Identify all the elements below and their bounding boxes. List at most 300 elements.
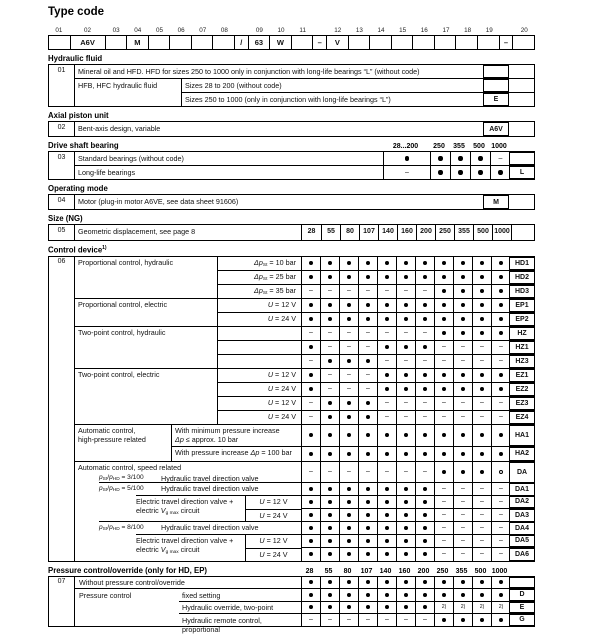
availability-cell [491,369,510,382]
availability-cell [434,327,453,340]
availability-cell [339,257,358,270]
availability-cell [453,589,472,601]
code-box: HA1 [509,425,535,446]
availability-cell [472,535,491,548]
available-dot-icon [499,331,503,335]
availability-cell [320,496,339,509]
available-dot-icon [423,552,427,556]
not-available-dash: – [309,287,313,295]
available-dot-icon [478,170,482,174]
availability-cell [415,447,434,461]
size-grid [301,224,512,241]
row-EZ1 [217,369,534,382]
size-column-header: 1000 [491,143,507,150]
available-dot-icon [423,526,427,530]
page-content [48,0,535,634]
type-code-cell: – [313,36,327,49]
footnote-2-marker: 2) [498,604,504,611]
position-label: 03 [112,27,120,34]
control-group-da [75,461,534,561]
availability-cell [491,383,510,396]
available-dot-icon [480,275,484,279]
row-without-pressure-control [75,577,534,589]
availability-cell [415,548,434,561]
available-dot-icon [461,373,465,377]
availability-cell [301,411,320,424]
row-DA5-DA6 [75,535,534,561]
size-column-header: 355 [455,567,468,575]
availability-cell [472,577,491,589]
description-cell: Hydraulic travel direction valve [161,484,259,494]
availability-cell [320,425,339,446]
size-ng-heading [48,214,535,223]
not-available-dash: – [480,485,484,493]
availability-cell [339,411,358,424]
position-label: 18 [464,27,472,34]
not-available-dash: – [423,287,427,295]
code-box: DA4 [509,522,535,535]
control-group [75,257,534,298]
available-dot-icon [366,552,370,556]
availability-cell [491,496,510,509]
availability-cell [415,299,434,312]
not-available-dash: – [442,550,446,558]
available-dot-icon [458,156,462,160]
availability-cell [301,397,320,410]
not-available-dash: – [499,413,503,421]
section-title: Axial piston unit [48,111,109,120]
availability-cell [434,271,453,284]
available-dot-icon [309,500,313,504]
availability-cell [434,589,453,601]
availability-cell [339,327,358,340]
availability-cell [472,341,491,354]
available-dot-icon [442,470,446,474]
availability-cell [358,535,377,548]
type-code-cell: W [270,36,292,49]
availability-cell [377,341,396,354]
operating-mode-table [48,194,535,210]
available-dot-icon [405,156,409,160]
code-box: A6V [483,122,509,136]
availability-cell [377,327,396,340]
available-dot-icon [385,526,389,530]
availability-cell [415,577,434,589]
availability-cell [358,496,377,509]
availability-cell [396,383,415,396]
availability-cell [453,411,472,424]
not-available-dash: – [366,287,370,295]
value-cell: $\Delta p_{St} = 35$ bar [217,285,301,298]
row-number: 01 [49,65,75,106]
available-dot-icon [385,261,389,265]
availability-cell [434,285,453,298]
availability-cell [434,313,453,326]
position-labels-row [48,27,535,34]
code-box [509,152,535,165]
not-available-dash: – [328,385,332,393]
not-available-dash: – [385,357,389,365]
availability-cell [396,257,415,270]
available-dot-icon [328,593,332,597]
availability-cell [320,271,339,284]
availability-cell [339,496,358,509]
availability-cell [339,285,358,298]
size-column-header: 500 [473,143,485,150]
availability-cell [358,548,377,561]
not-available-dash: – [347,287,351,295]
available-dot-icon [499,373,503,377]
control-group [75,298,534,326]
availability-cell [377,299,396,312]
availability-cell [383,166,430,179]
availability-cell [430,152,450,165]
availability-cell [320,327,339,340]
available-dot-icon [347,513,351,517]
section-title: Control device$^{1)}$ [48,245,107,255]
availability-cell [491,535,510,548]
availability-cell [396,411,415,424]
not-available-dash: – [405,168,409,176]
availability-cell [472,447,491,461]
available-dot-icon [423,387,427,391]
available-dot-icon [404,526,408,530]
availability-cell [339,397,358,410]
availability-cell [453,313,472,326]
available-dot-icon [442,331,446,335]
row-D [179,589,534,601]
not-available-dash: – [461,524,465,532]
availability-cell [491,577,510,589]
not-available-dash: – [480,357,484,365]
not-available-dash: – [366,615,370,623]
availability-cell [301,285,320,298]
availability-cell [358,602,377,614]
description-cell: Automatic control, speed related [78,463,182,473]
description-cell: HFB, HFC hydraulic fluid [78,80,158,90]
available-dot-icon [366,487,370,491]
not-available-dash: – [423,357,427,365]
available-dot-icon [461,317,465,321]
code-box: M [483,195,509,209]
row-HD1 [217,257,534,270]
availability-cell [320,535,339,548]
available-dot-icon [309,593,313,597]
availability-cell [377,257,396,270]
description-cell: Hydraulic travel direction valve [161,523,259,533]
position-label [500,27,513,34]
availability-cell [472,425,491,446]
availability-cell [358,614,377,626]
available-dot-icon [480,331,484,335]
availability-cell [396,285,415,298]
section-title: Pressure control/override (only for HD, EP) [48,565,208,575]
availability-cell [377,369,396,382]
availability-cell [434,411,453,424]
available-dot-icon [442,261,446,265]
not-available-dash: – [309,615,313,623]
availability-cell [472,383,491,396]
availability-cell [415,383,434,396]
available-dot-icon [328,415,332,419]
available-dot-icon [499,275,503,279]
availability-cell [301,535,320,548]
description-cell: Sizes 28 to 200 (without code) [181,79,484,92]
position-label: 06 [177,27,185,34]
available-dot-icon [309,261,313,265]
available-dot-icon [404,317,408,321]
availability-cell [301,327,320,340]
type-code-cell: 63 [249,36,271,49]
availability-cell [415,397,434,410]
availability-cell [320,602,339,614]
row-G [179,613,534,634]
size-cell: 200 [416,225,435,240]
available-dot-icon [328,401,332,405]
availability-cell [358,271,377,284]
not-available-dash: – [309,329,313,337]
available-dot-icon [478,156,482,160]
position-label: 04 [134,27,142,34]
available-dot-icon [461,618,465,622]
not-available-dash: – [480,511,484,519]
position-label [235,27,248,34]
availability-cell [301,369,320,382]
available-dot-icon [347,401,351,405]
not-available-dash: – [347,615,351,623]
available-dot-icon [442,452,446,456]
available-dot-icon [385,387,389,391]
not-available-dash: – [480,343,484,351]
availability-cell [396,577,415,589]
availability-cell [434,397,453,410]
pressure-control-heading [48,566,535,575]
available-dot-icon [480,387,484,391]
not-available-dash: – [328,615,332,623]
availability-cell [301,602,320,614]
footnote-2-marker: 2) [460,604,466,611]
availability-cell [396,589,415,601]
availability-cell [415,602,434,614]
footnote-2-marker: 2) [479,604,485,611]
description-cell: Two-point control, hydraulic [78,328,166,338]
available-dot-icon [347,526,351,530]
available-dot-icon [404,345,408,349]
available-dot-icon [423,539,427,543]
not-available-dash: – [309,357,313,365]
available-dot-icon [385,539,389,543]
availability-cell [453,257,472,270]
row-number: 06 [49,257,75,561]
size-cell: 140 [378,225,397,240]
availability-cell [396,313,415,326]
position-label [314,27,327,34]
not-available-dash: – [442,511,446,519]
not-available-dash: – [404,287,408,295]
not-available-dash: – [328,329,332,337]
availability-cell [301,313,320,326]
available-dot-icon [347,261,351,265]
available-dot-icon [442,303,446,307]
type-code-cell [149,36,171,49]
availability-cell [472,299,491,312]
availability-cell [396,602,415,614]
not-available-dash: – [366,371,370,379]
availability-cell [415,369,434,382]
availability-cell [396,355,415,368]
availability-cell [339,425,358,446]
not-available-dash: – [423,468,427,476]
description-cell: Sizes 250 to 1000 (only in conjunction with long-life bearings “L”) [181,93,484,106]
availability-cell [415,285,434,298]
availability-cell [472,496,491,509]
not-available-dash: – [423,399,427,407]
availability-cell [472,327,491,340]
available-dot-icon [480,593,484,597]
available-dot-icon [366,415,370,419]
availability-cell [491,271,510,284]
size-column-header: 200 [417,567,430,575]
not-available-dash: – [461,399,465,407]
value-cell: U = 12 V [217,299,301,312]
available-dot-icon [442,618,446,622]
available-dot-icon [404,373,408,377]
code-box: HD3 [509,285,535,298]
type-code-cell [49,36,71,49]
code-box: EZ1 [509,369,535,382]
type-code-cell [170,36,192,49]
description-cell: Two-point control, electric [78,370,160,380]
availability-cell [434,341,453,354]
availability-cell [339,589,358,601]
size-column-header: 160 [398,567,411,575]
value-cell: U = 12 V [259,536,288,546]
code-box: EZ4 [509,411,535,424]
availability-cell [453,535,472,548]
row-EZ4 [217,410,534,424]
not-available-dash: – [499,399,503,407]
available-dot-icon [328,552,332,556]
type-code-cell [456,36,478,49]
available-dot-icon [404,452,408,456]
ordering-code-sections [48,54,535,634]
value-cell [217,355,301,368]
available-dot-icon [366,275,370,279]
not-available-dash: – [328,371,332,379]
position-label: 10 [277,27,285,34]
availability-cell [301,589,320,601]
size-cell: 80 [340,225,359,240]
type-code-cell [435,36,457,49]
availability-cell [301,355,320,368]
availability-cell [301,383,320,396]
availability-cell [358,313,377,326]
size-column-header: 140 [379,567,392,575]
availability-cell [434,369,453,382]
availability-cell [491,589,510,601]
size-cell: 250 [435,225,454,240]
size-column-header: 28 [305,567,314,575]
control-device-heading [48,245,535,255]
not-available-dash: – [499,550,503,558]
availability-cell [339,447,358,461]
size-column-header: 55 [324,567,333,575]
available-dot-icon [499,433,503,437]
available-dot-icon [347,605,351,609]
availability-cell [320,397,339,410]
availability-cell [377,496,396,509]
row-EP1 [217,299,534,312]
available-dot-icon [366,593,370,597]
code-box: E [483,93,509,106]
available-dot-icon [366,452,370,456]
availability-cell [491,425,510,446]
position-label: 14 [377,27,385,34]
available-dot-icon [385,580,389,584]
availability-cell [358,327,377,340]
available-dot-icon [385,345,389,349]
available-dot-icon [404,500,408,504]
availability-cell [396,447,415,461]
not-available-dash: – [385,615,389,623]
not-available-dash: – [442,524,446,532]
available-dot-icon [480,303,484,307]
row-number: 03 [49,152,75,179]
availability-cell [377,271,396,284]
row-number: 04 [49,195,75,209]
available-dot-icon [309,580,313,584]
type-code-cell [349,36,371,49]
availability-cell [320,285,339,298]
availability-cell [339,313,358,326]
available-dot-icon [347,593,351,597]
available-dot-icon [499,593,503,597]
description-cell: Electric travel direction valve + electric $V_{g max}$ circuit [136,497,234,517]
description-cell: Standard bearings (without code) [78,153,184,163]
ratio-cell: $p_{St}/p_{HD} = 3/100$ [99,474,144,483]
availability-cell [472,411,491,424]
available-dot-icon [461,580,465,584]
type-code-cell [292,36,314,49]
available-dot-icon [385,303,389,307]
not-available-dash: – [404,357,408,365]
availability-cell [491,397,510,410]
availability-cell [453,341,472,354]
available-dot-icon [328,500,332,504]
row-number: 07 [49,577,75,626]
available-dot-icon [385,605,389,609]
availability-cell [358,341,377,354]
available-dot-icon [404,487,408,491]
availability-cell [358,355,377,368]
size-column-header: 500 [474,567,487,575]
availability-cell [434,383,453,396]
available-dot-icon [423,261,427,265]
available-dot-icon [366,433,370,437]
availability-cell [396,548,415,561]
availability-cell [301,299,320,312]
availability-cell [358,462,377,483]
not-available-dash: – [480,524,484,532]
size-column-header: 250 [433,143,445,150]
available-dot-icon [309,526,313,530]
on-request-circle-icon [499,470,503,474]
available-dot-icon [347,433,351,437]
availability-cell [453,285,472,298]
code-box: HZ3 [509,355,535,368]
availability-cell [396,369,415,382]
availability-cell [358,299,377,312]
